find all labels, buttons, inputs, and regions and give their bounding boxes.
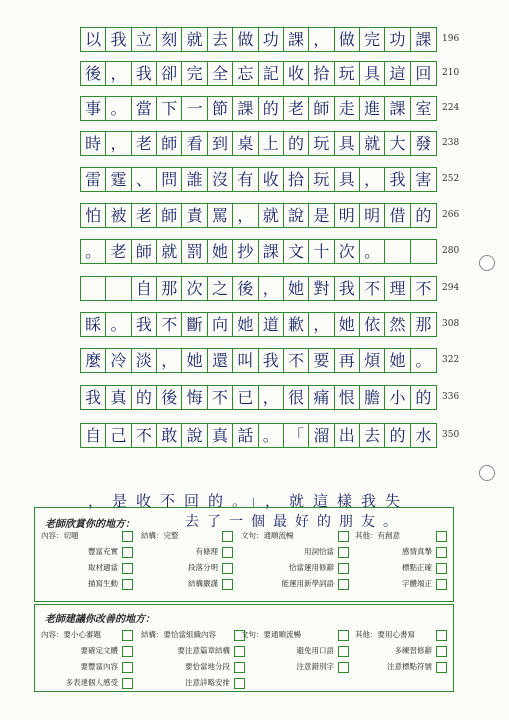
praise-item — [355, 528, 447, 544]
item-label: 其他：要用心書寫 — [355, 630, 415, 640]
essay-cell: 真 — [208, 424, 233, 447]
essay-cell: ， — [233, 204, 258, 227]
suggest-item — [141, 659, 245, 675]
praise-section — [34, 507, 454, 602]
essay-cell: 還 — [208, 349, 233, 372]
essay-cell: 這 — [385, 62, 410, 85]
praise-column — [141, 528, 233, 592]
essay-cell: 不 — [360, 277, 385, 300]
item-label: 要注意篇章結構 — [177, 646, 230, 656]
essay-cell: 之 — [208, 277, 233, 300]
essay-cell: 課 — [233, 97, 258, 120]
suggest-section — [34, 604, 454, 692]
praise-column — [241, 528, 349, 592]
essay-cell: 功 — [385, 28, 410, 51]
suggest-item — [41, 659, 133, 675]
essay-cell: 她 — [335, 313, 360, 336]
essay-cell: 小 — [385, 386, 410, 409]
essay-row — [80, 348, 437, 373]
essay-cell: 老 — [284, 97, 309, 120]
item-label: 注意詳略安排 — [185, 678, 230, 688]
essay-cell: 責 — [182, 204, 207, 227]
essay-row — [80, 385, 437, 410]
essay-cell: 膽 — [360, 386, 385, 409]
item-label: 取材適當 — [88, 563, 118, 573]
essay-cell: 師 — [157, 204, 182, 227]
essay-cell: 進 — [360, 97, 385, 120]
essay-cell: 說 — [284, 204, 309, 227]
essay-cell: 依 — [360, 313, 385, 336]
essay-cell: 理 — [385, 277, 410, 300]
checkbox[interactable] — [222, 579, 233, 590]
essay-cell: 的 — [385, 424, 410, 447]
checkbox[interactable] — [436, 662, 447, 673]
essay-cell: 課 — [415, 29, 432, 49]
row-count: 280 — [442, 246, 460, 256]
essay-cell: 沒 — [208, 168, 233, 191]
checkbox[interactable] — [338, 531, 349, 542]
checkbox[interactable] — [436, 531, 447, 542]
suggest-item — [41, 675, 133, 691]
essay-cell: 玩 — [309, 132, 334, 155]
item-label: 結構嚴謹 — [188, 579, 218, 589]
essay-cell: 老 — [132, 132, 157, 155]
suggest-item — [241, 627, 349, 643]
checkbox[interactable] — [338, 630, 349, 641]
essay-cell: 斷 — [182, 313, 207, 336]
essay-row — [80, 61, 437, 86]
essay-cell: 事 — [81, 97, 106, 120]
essay-cell: 痛 — [309, 386, 334, 409]
essay-cell: ， — [309, 28, 334, 51]
essay-cell: 那 — [157, 277, 182, 300]
essay-cell: 拾 — [309, 62, 334, 85]
essay-cell: 明 — [360, 204, 385, 227]
essay-cell: 然 — [385, 313, 410, 336]
essay-row — [80, 27, 437, 52]
essay-cell: 桌 — [233, 132, 258, 155]
essay-cell: 霆 — [106, 168, 131, 191]
praise-item — [141, 576, 233, 592]
essay-cell: 害 — [415, 169, 432, 189]
essay-cell: 自 — [132, 277, 157, 300]
checkbox[interactable] — [122, 547, 133, 558]
item-label: 內容：要小心審題 — [41, 630, 101, 640]
essay-cell: 的 — [415, 205, 432, 225]
suggest-item — [241, 659, 349, 675]
suggest-heading: 老師建議你改善的地方： — [45, 614, 155, 625]
essay-cell: 真 — [106, 386, 131, 409]
item-label: 多表達個人感受 — [65, 678, 118, 688]
item-label: 避免用口語 — [296, 646, 334, 656]
checkbox[interactable] — [338, 547, 349, 558]
essay-cell: 的 — [132, 386, 157, 409]
essay-cell: 去 — [360, 424, 385, 447]
essay-cell: 那 — [415, 314, 432, 334]
essay-cell: 說 — [182, 424, 207, 447]
essay-cell: 溜 — [309, 424, 334, 447]
row-count: 294 — [442, 283, 460, 293]
suggest-item — [355, 659, 447, 675]
praise-item — [41, 560, 133, 576]
essay-cell: 罰 — [182, 240, 207, 263]
checkbox[interactable] — [338, 563, 349, 574]
essay-cell: 問 — [157, 168, 182, 191]
essay-cell: 歉 — [284, 313, 309, 336]
item-label: 內容：切題 — [41, 531, 79, 541]
checkbox[interactable] — [222, 563, 233, 574]
essay-cell: 具 — [360, 62, 385, 85]
essay-cell: 後 — [157, 386, 182, 409]
essay-cell: 不 — [157, 313, 182, 336]
essay-cell: 次 — [335, 240, 360, 263]
praise-handwritten-note: 去了一個最好的朋友。 — [185, 514, 405, 530]
essay-cell: 誰 — [182, 168, 207, 191]
row-count: 308 — [442, 319, 460, 329]
praise-column — [355, 528, 447, 592]
essay-cell: 就 — [157, 240, 182, 263]
essay-cell: 上 — [259, 132, 284, 155]
item-label: 字體端正 — [402, 579, 432, 589]
essay-cell: 不 — [208, 386, 233, 409]
essay-row — [80, 167, 437, 192]
essay-cell: 我 — [385, 168, 410, 191]
essay-cell: 她 — [182, 349, 207, 372]
essay-row — [80, 423, 437, 448]
praise-item — [141, 544, 233, 560]
essay-cell: ， — [309, 313, 334, 336]
item-label: 豐富充實 — [88, 547, 118, 557]
praise-item — [141, 528, 233, 544]
essay-cell: 要 — [309, 349, 334, 372]
essay-cell — [81, 277, 106, 300]
essay-cell: 。 — [106, 97, 131, 120]
essay-cell: 做 — [233, 28, 258, 51]
praise-column — [41, 528, 133, 592]
essay-cell: 立 — [132, 28, 157, 51]
essay-cell: 玩 — [335, 62, 360, 85]
essay-cell: 睬 — [81, 313, 106, 336]
item-label: 要恰當地分段 — [185, 662, 230, 672]
row-count: 252 — [442, 174, 460, 184]
essay-cell: 水 — [415, 425, 432, 445]
essay-cell: 走 — [335, 97, 360, 120]
essay-cell: 以 — [81, 28, 106, 51]
item-label: 感情真摯 — [402, 547, 432, 557]
row-count: 350 — [442, 430, 460, 440]
essay-cell: 罵 — [208, 204, 233, 227]
checkbox[interactable] — [234, 678, 245, 689]
essay-cell: 叫 — [233, 349, 258, 372]
essay-cell: 時 — [81, 132, 106, 155]
essay-cell: 抄 — [233, 240, 258, 263]
binder-hole-bottom — [479, 465, 495, 481]
essay-cell: 麼 — [81, 349, 106, 372]
suggest-column — [141, 627, 245, 691]
checkbox[interactable] — [122, 678, 133, 689]
checkbox[interactable] — [122, 662, 133, 673]
essay-cell: 就 — [182, 28, 207, 51]
essay-cell — [106, 277, 131, 300]
praise-heading: 老師欣賞你的地方： — [45, 519, 135, 530]
essay-cell: 功 — [259, 28, 284, 51]
essay-cell: 冷 — [106, 349, 131, 372]
essay-cell: 具 — [335, 168, 360, 191]
essay-cell: 怕 — [81, 204, 106, 227]
praise-item — [41, 528, 133, 544]
essay-cell: 已 — [233, 386, 258, 409]
checkbox[interactable] — [122, 531, 133, 542]
essay-cell: 老 — [132, 204, 157, 227]
essay-cell: 室 — [415, 98, 432, 118]
essay-cell: 課 — [385, 97, 410, 120]
essay-cell: 後 — [233, 277, 258, 300]
essay-cell: 借 — [385, 204, 410, 227]
essay-cell: 。 — [81, 240, 106, 263]
essay-cell: 「 — [284, 424, 309, 447]
essay-cell: 我 — [106, 28, 131, 51]
essay-cell — [411, 240, 436, 263]
essay-cell: 就 — [259, 204, 284, 227]
essay-cell: 當 — [132, 97, 157, 120]
item-label: 描寫生動 — [88, 579, 118, 589]
essay-cell: 再 — [335, 349, 360, 372]
item-label: 文句：通順流暢 — [241, 531, 294, 541]
suggest-item — [141, 643, 245, 659]
essay-cell: 我 — [335, 277, 360, 300]
essay-cell: 下 — [157, 97, 182, 120]
praise-item — [141, 560, 233, 576]
essay-cell: 老 — [106, 240, 131, 263]
essay-cell: 我 — [132, 313, 157, 336]
essay-cell: 道 — [259, 313, 284, 336]
essay-cell: 一 — [182, 97, 207, 120]
essay-row — [80, 276, 437, 301]
praise-item — [241, 544, 349, 560]
essay-cell: 恨 — [335, 386, 360, 409]
essay-cell: 後 — [81, 62, 106, 85]
essay-cell: 雷 — [81, 168, 106, 191]
suggest-item — [41, 627, 133, 643]
essay-cell: 發 — [415, 133, 432, 153]
essay-cell: 收 — [284, 62, 309, 85]
essay-row — [80, 203, 437, 228]
essay-cell: 她 — [284, 277, 309, 300]
essay-cell: 具 — [335, 132, 360, 155]
suggest-column — [41, 627, 133, 691]
praise-item — [41, 544, 133, 560]
essay-cell: 己 — [106, 424, 131, 447]
checkbox[interactable] — [436, 630, 447, 641]
suggest-column — [241, 627, 349, 675]
essay-cell: 師 — [157, 132, 182, 155]
essay-row — [80, 239, 437, 264]
essay-cell: 出 — [335, 424, 360, 447]
item-label: 恰當運用修辭 — [289, 563, 334, 573]
essay-cell: 明 — [335, 204, 360, 227]
suggest-item — [241, 643, 349, 659]
essay-cell: 課 — [284, 28, 309, 51]
essay-cell: 不 — [132, 424, 157, 447]
overflow-handwriting: ，是收不回的。」，就這樣我失 — [88, 492, 410, 510]
item-label: 用詞恰當 — [304, 547, 334, 557]
item-label: 注意標點符號 — [387, 662, 432, 672]
checkbox[interactable] — [338, 662, 349, 673]
item-label: 能運用新學詞語 — [281, 579, 334, 589]
praise-item — [241, 560, 349, 576]
suggest-column — [355, 627, 447, 675]
essay-cell: 玩 — [309, 168, 334, 191]
essay-cell: 向 — [208, 313, 233, 336]
essay-cell: ， — [106, 132, 131, 155]
essay-cell: 對 — [309, 277, 334, 300]
item-label: 文句：要通順流暢 — [241, 630, 301, 640]
essay-cell: 煩 — [360, 349, 385, 372]
essay-cell: 回 — [415, 63, 432, 83]
essay-cell: 被 — [106, 204, 131, 227]
essay-cell: 師 — [132, 240, 157, 263]
praise-item — [355, 576, 447, 592]
checkbox[interactable] — [122, 563, 133, 574]
essay-cell: 、 — [132, 168, 157, 191]
essay-cell: ， — [259, 277, 284, 300]
essay-cell: 我 — [132, 62, 157, 85]
praise-item — [241, 576, 349, 592]
essay-row — [80, 131, 437, 156]
essay-cell: 我 — [81, 386, 106, 409]
essay-cell: 做 — [335, 28, 360, 51]
item-label: 注意錯別字 — [296, 662, 334, 672]
essay-cell: 節 — [208, 97, 233, 120]
binder-hole-top — [479, 255, 495, 271]
essay-cell: 淡 — [132, 349, 157, 372]
essay-cell: 的 — [259, 97, 284, 120]
essay-cell: 有 — [233, 168, 258, 191]
essay-cell: 悔 — [182, 386, 207, 409]
row-count: 266 — [442, 210, 460, 220]
essay-cell: ， — [360, 168, 385, 191]
row-count: 322 — [442, 355, 460, 365]
essay-cell: 。 — [106, 313, 131, 336]
essay-cell — [385, 240, 410, 263]
essay-cell: 她 — [208, 240, 233, 263]
essay-cell: 我 — [259, 349, 284, 372]
essay-cell: 刻 — [157, 28, 182, 51]
checkbox[interactable] — [436, 646, 447, 657]
checkbox[interactable] — [222, 531, 233, 542]
item-label: 有條理 — [195, 547, 218, 557]
checkbox[interactable] — [436, 579, 447, 590]
row-count: 238 — [442, 138, 460, 148]
row-count: 210 — [442, 68, 460, 78]
item-label: 標點正確 — [402, 563, 432, 573]
checkbox[interactable] — [436, 563, 447, 574]
essay-cell: 就 — [360, 132, 385, 155]
checkbox[interactable] — [222, 547, 233, 558]
praise-item — [355, 560, 447, 576]
essay-cell: 忘 — [233, 62, 258, 85]
row-count: 196 — [442, 34, 460, 44]
essay-cell: 全 — [208, 62, 233, 85]
essay-cell: 大 — [385, 132, 410, 155]
essay-cell: 的 — [284, 132, 309, 155]
essay-cell: 她 — [233, 313, 258, 336]
essay-cell: 次 — [182, 277, 207, 300]
item-label: 結構：完整 — [141, 531, 179, 541]
essay-cell: 拾 — [284, 168, 309, 191]
essay-cell: 卻 — [157, 62, 182, 85]
essay-cell: 她 — [385, 349, 410, 372]
checkbox[interactable] — [436, 547, 447, 558]
essay-row — [80, 312, 437, 337]
essay-cell: 的 — [415, 387, 432, 407]
praise-item — [355, 544, 447, 560]
row-count: 224 — [442, 103, 460, 113]
essay-cell: 話 — [233, 424, 258, 447]
checkbox[interactable] — [122, 630, 133, 641]
suggest-item — [141, 627, 245, 643]
essay-cell: ， — [106, 62, 131, 85]
item-label: 多練習修辭 — [394, 646, 432, 656]
essay-row — [80, 96, 437, 121]
suggest-item — [141, 675, 245, 691]
essay-cell: 去 — [208, 28, 233, 51]
essay-cell: 到 — [208, 132, 233, 155]
checkbox[interactable] — [338, 646, 349, 657]
essay-cell: 不 — [284, 349, 309, 372]
suggest-item — [355, 643, 447, 659]
item-label: 要確定文體 — [80, 646, 118, 656]
essay-cell: 課 — [259, 240, 284, 263]
essay-cell: 。 — [415, 350, 432, 370]
item-label: 段落分明 — [188, 563, 218, 573]
praise-item — [41, 576, 133, 592]
essay-cell: 不 — [415, 278, 432, 298]
row-count: 336 — [442, 392, 460, 402]
essay-cell: 。 — [259, 424, 284, 447]
item-label: 其他：有創意 — [355, 531, 400, 541]
essay-cell: ， — [157, 349, 182, 372]
essay-cell: 完 — [360, 28, 385, 51]
essay-cell: 十 — [309, 240, 334, 263]
checkbox[interactable] — [122, 646, 133, 657]
checkbox[interactable] — [338, 579, 349, 590]
item-label: 要豐富內容 — [80, 662, 118, 672]
essay-cell: 收 — [259, 168, 284, 191]
essay-cell: 記 — [259, 62, 284, 85]
praise-item — [241, 528, 349, 544]
essay-cell: 很 — [284, 386, 309, 409]
essay-cell: 師 — [309, 97, 334, 120]
essay-cell: 自 — [81, 424, 106, 447]
suggest-item — [41, 643, 133, 659]
essay-cell: 文 — [284, 240, 309, 263]
essay-cell: 看 — [182, 132, 207, 155]
item-label: 結構：要恰當組織內容 — [141, 630, 216, 640]
essay-cell: 敢 — [157, 424, 182, 447]
suggest-item — [355, 627, 447, 643]
essay-cell: 完 — [182, 62, 207, 85]
essay-cell: 是 — [309, 204, 334, 227]
essay-cell: ， — [259, 386, 284, 409]
essay-cell: 。 — [360, 240, 385, 263]
checkbox[interactable] — [122, 579, 133, 590]
